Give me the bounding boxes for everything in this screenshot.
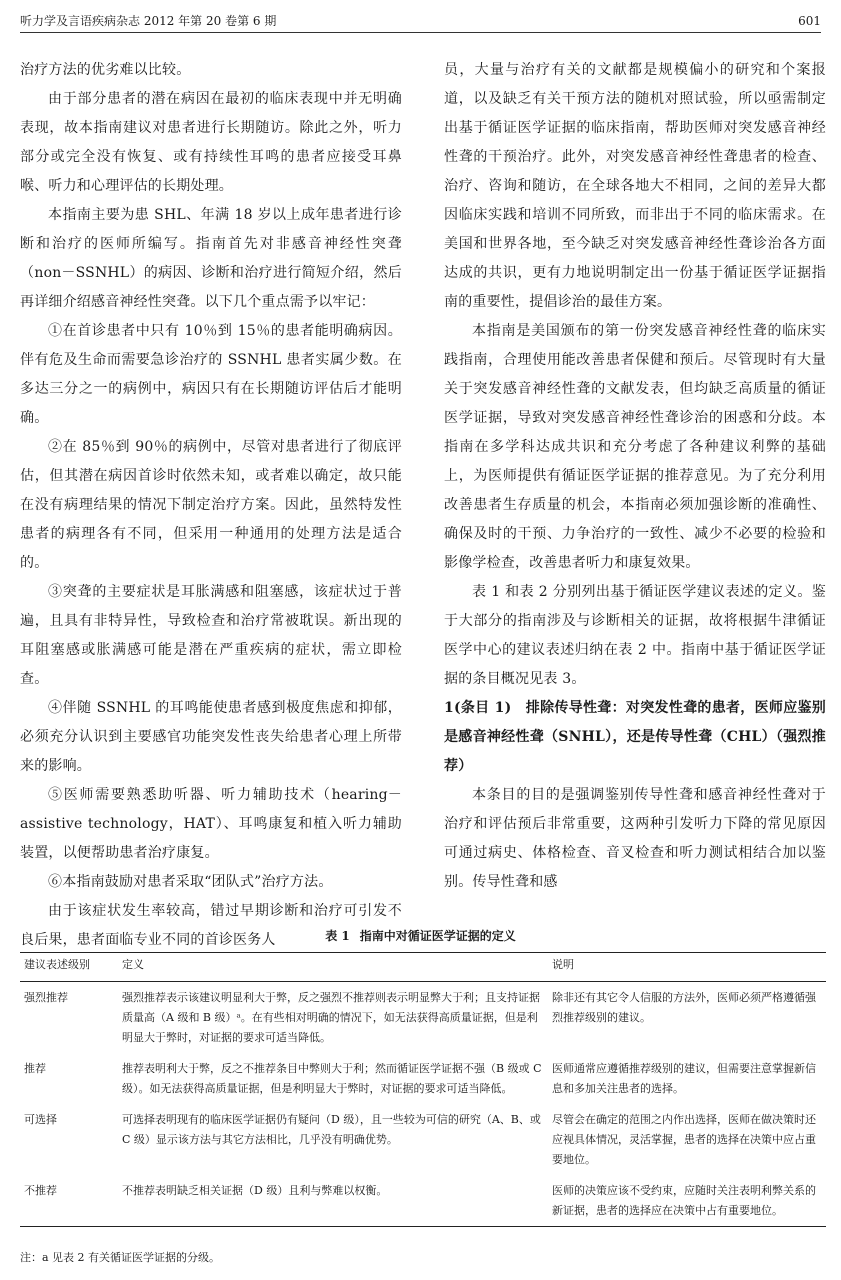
table-header-row <box>20 953 826 982</box>
table-row <box>20 1053 826 1104</box>
cell-level: 推荐 <box>24 1062 46 1075</box>
table-row <box>20 982 826 1054</box>
cell-note: 尽管会在确定的范围之内作出选择，医师在做决策时还应视具体情况，灵活掌握，患者的选择在决策中应占重要地位。 <box>552 1113 816 1166</box>
paragraph: 员，大量与治疗有关的文献都是规模偏小的研究和个案报道，以及缺乏有关干预方法的随机对照试验，所以亟需制定出基于循证医学证据的临床指南，帮助医师对突发感音神经性聋的干预治疗。此外，对突发感音神经性聋患者的检查、治疗、咨询和随访，在全球各地大不相同，之间的差异大都因临床实践和培训不同所致，而非出于不同的临床需求。在美国和世界各地，至今缺乏对突发感音神经性聋诊治各方面达成的共识，更有力地说明制定出一份基于循证医学证据指南的重要性，提倡诊治的最佳方案。 <box>444 62 826 310</box>
paragraph: ④伴随 SSNHL 的耳鸣能使患者感到极度焦虑和抑郁，必须充分认识到主要感官功能突发性丧失给患者心理上所带来的影响。 <box>20 700 402 774</box>
paragraph: ②在 85％到 90％的病例中，尽管对患者进行了彻底评估，但其潜在病因首诊时依然未知，或者难以确定，故只能在没有病理结果的情况下制定治疗方案。因此，虽然特发性患者的病理各有不同，但采用一种通用的处理方法是适合的。 <box>20 439 402 571</box>
paragraph: 由于部分患者的潜在病因在最初的临床表现中并无明确表现，故本指南建议对患者进行长期随访。除此之外，听力部分或完全没有恢复、或有持续性耳鸣的患者应接受耳鼻喉、听力和心理评估的长期处理。 <box>20 91 402 194</box>
cell-note: 医师通常应遵循推荐级别的建议，但需要注意掌握新信息和多加关注患者的选择。 <box>552 1062 816 1095</box>
paragraph: 表 1 和表 2 分别列出基于循证医学建议表述的定义。鉴于大部分的指南涉及与诊断相关的证据，故将根据牛津循证医学中心的建议表述归纳在表 2 中。指南中基于循证医学证据的条目概况见表 3。 <box>444 584 826 687</box>
section-heading: 1(条目 1) 排除传导性聋：对突发性聋的患者，医师应鉴别是感音神经性聋（SNHL），还是传导性聋（CHL）（强烈推荐） <box>444 700 826 774</box>
paragraph: ③突聋的主要症状是耳胀满感和阻塞感，该症状过于普遍，且具有非特异性，导致检查和治疗常被耽误。新出现的耳阻塞感或胀满感可能是潜在严重疾病的症状，需立即检查。 <box>20 584 402 687</box>
header-cell-definition: 定义 <box>118 953 548 982</box>
cell-definition: 强烈推荐表示该建议明显利大于弊，反之强烈不推荐则表示明显弊大于利；且支持证据质量高（A 级和 B 级）ᵃ。在有些相对明确的情况下，如无法获得高质量证据，但是利明显大于弊时，对证据的要求可适当降低。 <box>122 991 540 1044</box>
cell-level: 强烈推荐 <box>24 991 68 1004</box>
paragraph: 由于该症状发生率较高，错过早期诊断和治疗可引发不良后果，患者面临专业不同的首诊医务人 <box>20 903 402 948</box>
paragraph: ⑥本指南鼓励对患者采取“团队式”治疗方法。 <box>48 874 333 890</box>
paragraph: ①在首诊患者中只有 10％到 15％的患者能明确病因。伴有危及生命而需要急诊治疗的 SSNHL 患者实属少数。在多达三分之一的病例中，病因只有在长期随访评估后才能明确。 <box>20 323 402 426</box>
table-title: 指南中对循证医学证据的定义 <box>359 929 516 943</box>
paragraph: 治疗方法的优劣难以比较。 <box>20 62 191 78</box>
journal-title: 听力学及言语疾病杂志 2012 年第 20 卷第 6 期 <box>20 14 277 28</box>
table-caption <box>0 927 841 945</box>
paragraph: 本条目的目的是强调鉴别传导性聋和感音神经性聋对于治疗和评估预后非常重要，这两种引发听力下降的常见原因可通过病史、体格检查、音叉检查和听力测试相结合加以鉴别。传导性聋和感 <box>444 787 826 890</box>
cell-note: 医师的决策应该不受约束，应随时关注表明利弊关系的新证据，患者的选择应在决策中占有重要地位。 <box>548 1175 826 1227</box>
cell-definition: 可选择表明现有的临床医学证据仍有疑问（D 级），且一些较为可信的研究（A、B、或 C 级）显示该方法与其它方法相比，几乎没有明确优势。 <box>122 1113 541 1146</box>
table-body <box>20 982 826 1227</box>
right-text-column <box>444 56 826 922</box>
cell-level: 不推荐 <box>20 1175 118 1227</box>
cell-definition: 不推荐表明缺乏相关证据（D 级）且利与弊难以权衡。 <box>118 1175 548 1227</box>
evidence-definition-table <box>20 952 826 1227</box>
cell-definition: 推荐表明利大于弊，反之不推荐条目中弊则大于利；然而循证医学证据不强（B 级或 C 级）。如无法获得高质量证据，但是利明显大于弊时，对证据的要求可适当降低。 <box>122 1062 542 1095</box>
paragraph: 本指南主要为患 SHL、年满 18 岁以上成年患者进行诊断和治疗的医师所编写。指南首先对非感音神经性突聋（non－SSNHL）的病因、诊断和治疗进行简短介绍，然后再详细介绍感音神经性突聋。以下几个重点需予以牢记： <box>20 207 402 310</box>
table-row <box>20 1104 826 1175</box>
header-cell-level: 建议表述级别 <box>20 953 118 982</box>
header-cell-note: 说明 <box>548 953 826 982</box>
table-footnote: 注：a 见表 2 有关循证医学证据的分级。 <box>20 1251 221 1264</box>
cell-note: 除非还有其它令人信服的方法外，医师必须严格遵循强烈推荐级别的建议。 <box>552 991 816 1024</box>
paragraph: 本指南是美国颁布的第一份突发感音神经性聋的临床实践指南，合理使用能改善患者保健和预后。尽管现时有大量关于突发感音神经性聋的文献发表，但均缺乏高质量的循证医学证据，导致对突发感音神经性聋诊治的困惑和分歧。本指南在多学科达成共识和充分考虑了各种建议利弊的基础上，为医师提供有循证医学证据的推荐意见。为了充分利用改善患者生存质量的机会，本指南必须加强诊断的准确性、确保及时的干预、力争治疗的一致性、减少不必要的检验和影像学检查，改善患者听力和康复效果。 <box>444 323 826 571</box>
page-number: 601 <box>798 14 821 28</box>
table-row <box>20 1175 826 1227</box>
cell-level: 可选择 <box>24 1113 57 1126</box>
running-head <box>20 10 821 33</box>
paragraph: ⑤医师需要熟悉助听器、听力辅助技术（hearing－assistive technology，HAT）、耳鸣康复和植入听力辅助装置，以便帮助患者治疗康复。 <box>20 787 402 861</box>
table-number: 表 1 <box>325 929 350 943</box>
